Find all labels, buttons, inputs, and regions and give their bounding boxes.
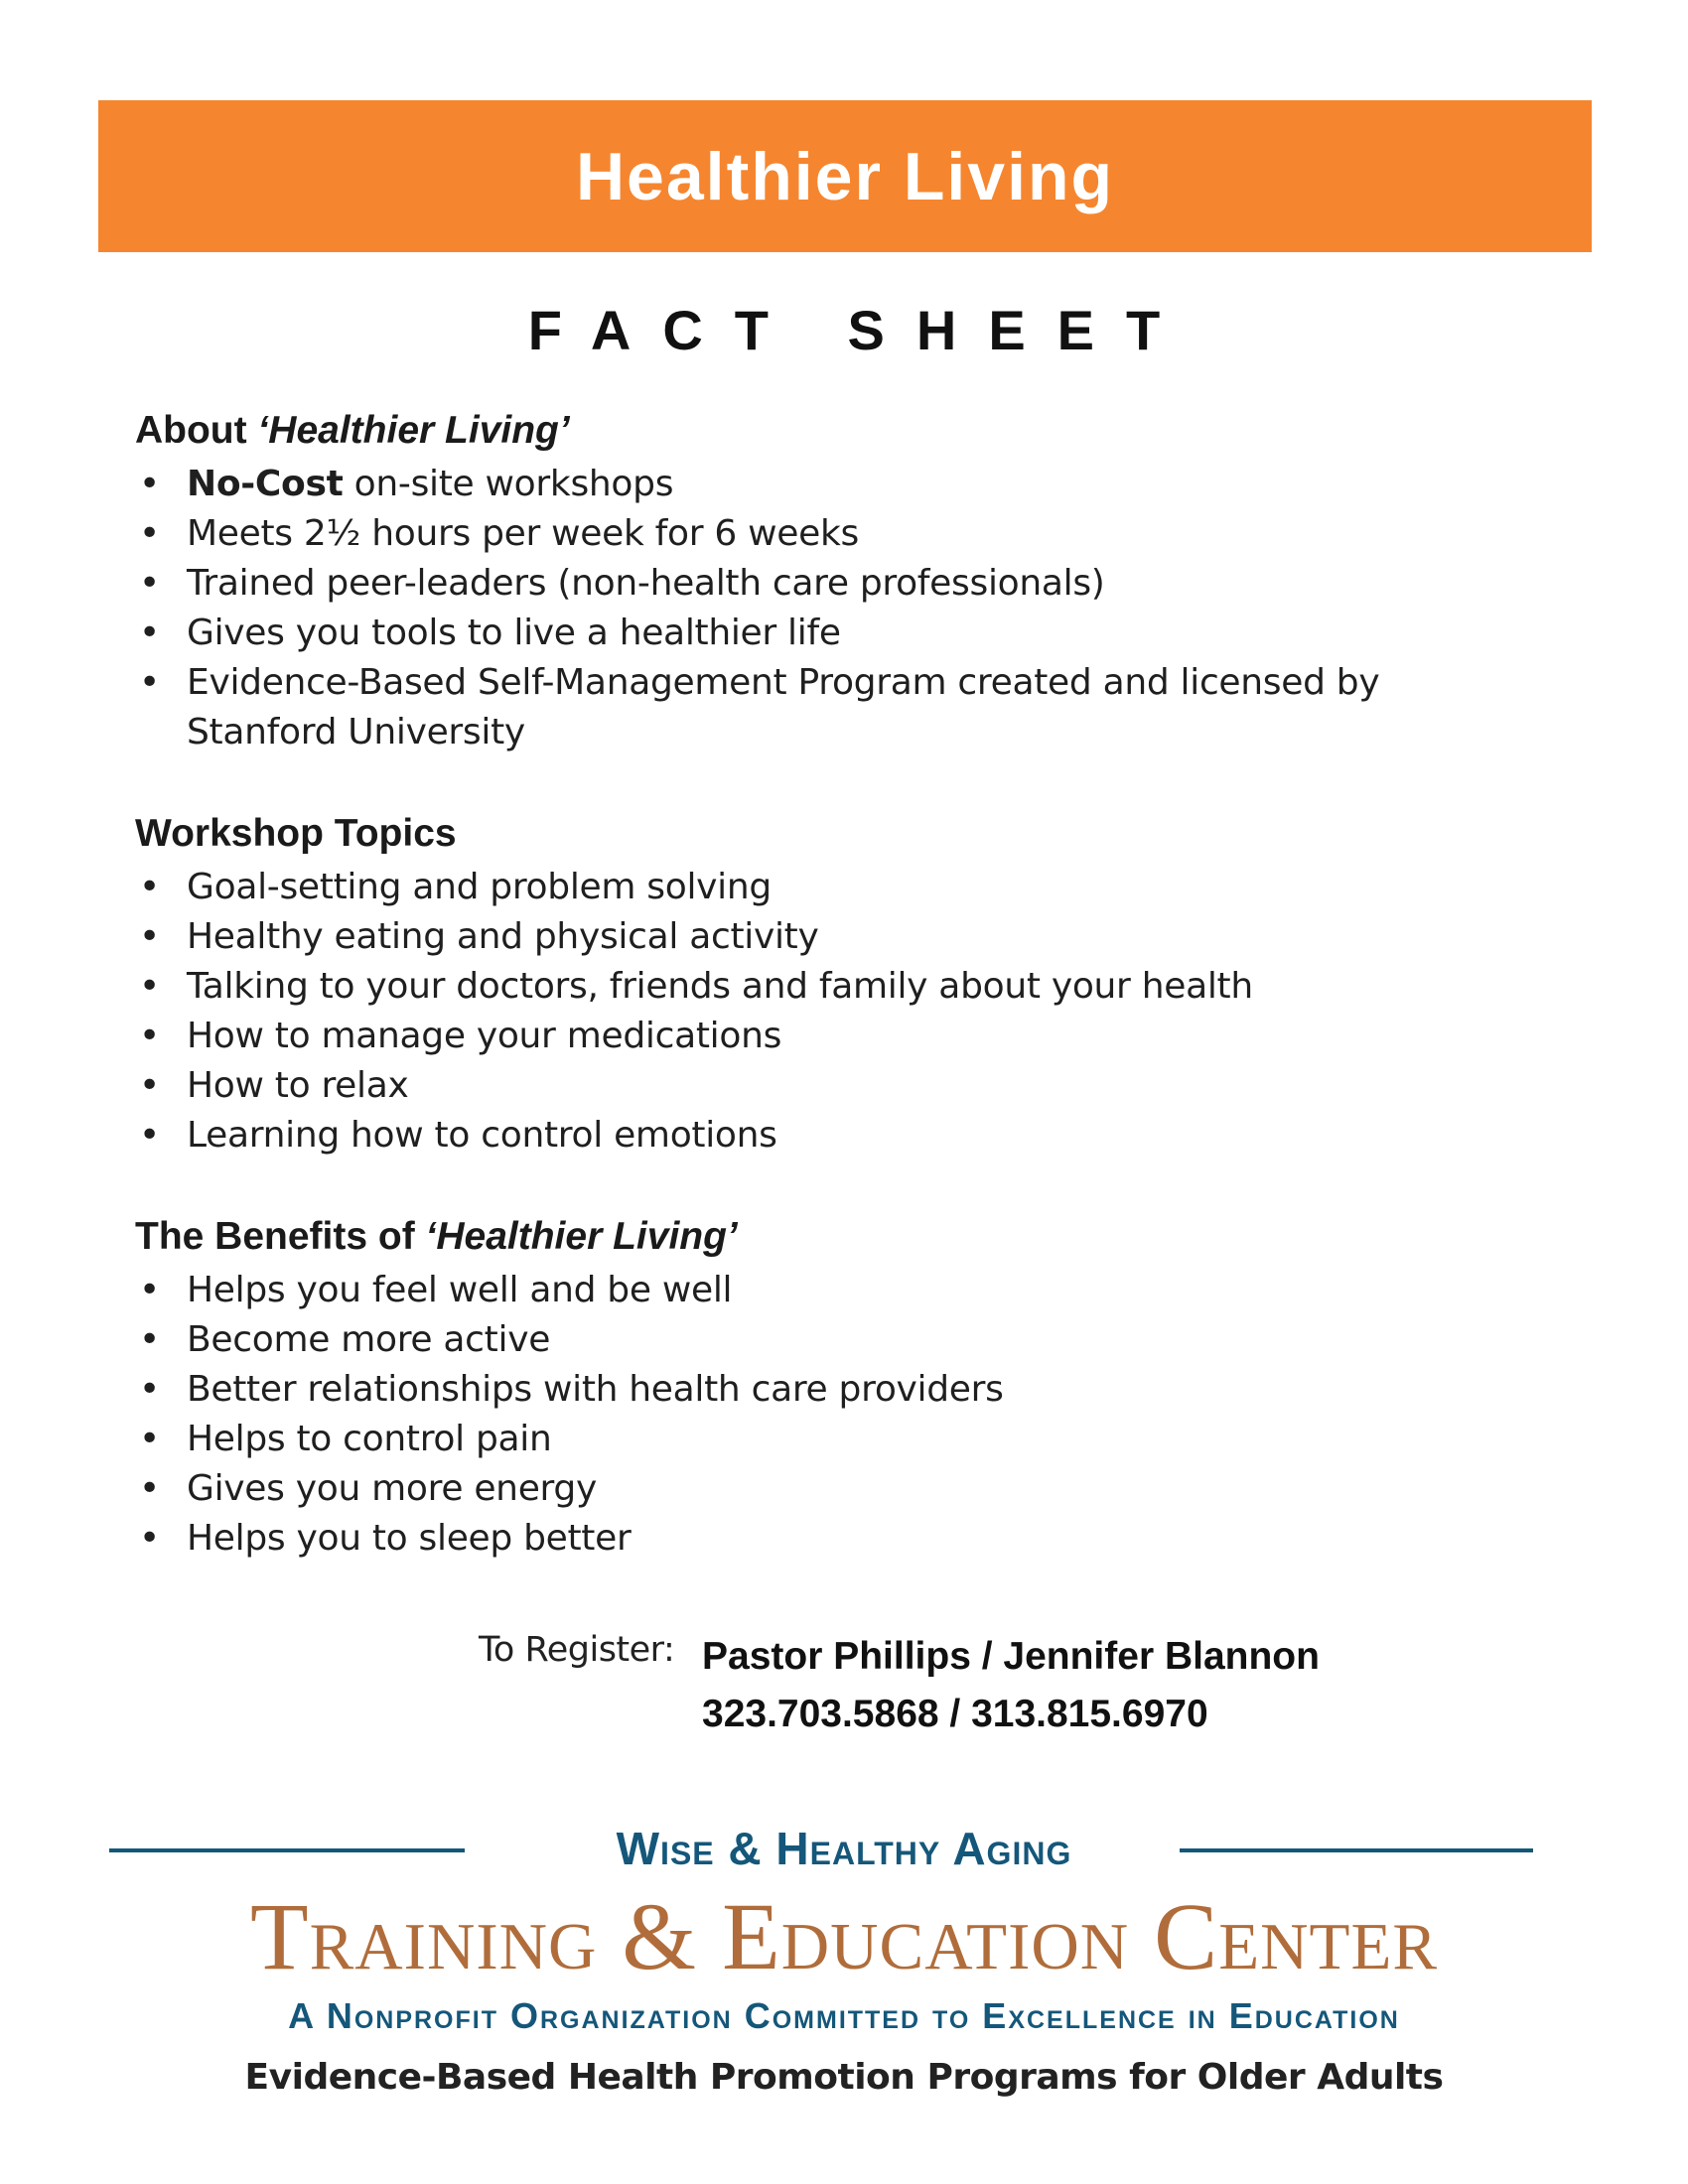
header-banner <box>98 100 1592 252</box>
benefits-list <box>135 1266 1426 1564</box>
list-item: • How to relax <box>135 1061 1426 1111</box>
list-item-text: Trained peer-leaders (non-health care professionals) <box>187 563 1105 604</box>
topics-section <box>135 805 1426 1160</box>
list-item-text: on-site workshops <box>343 464 674 504</box>
about-title-em: ‘Healthier Living’ <box>257 409 570 452</box>
fact-sheet-heading: FACT SHEET <box>527 299 1193 361</box>
about-title-prefix: About <box>135 409 247 452</box>
list-item: • Talking to your doctors, friends and family about your health <box>135 962 1426 1012</box>
register-label: To Register: <box>479 1630 675 1670</box>
list-item: • Helps to control pain <box>135 1415 1426 1464</box>
training-education-center-logo-text: Training & Education Center <box>249 1883 1439 1989</box>
list-item <box>135 559 1426 609</box>
list-item-text: Meets 2½ hours per week for 6 weeks <box>187 513 859 554</box>
topics-list <box>135 863 1426 1160</box>
about-section <box>135 402 1426 757</box>
list-item: • Learning how to control emotions <box>135 1111 1426 1160</box>
benefits-title-em: ‘Healthier Living’ <box>425 1215 738 1258</box>
list-item-text-continued: Stanford University <box>187 712 525 752</box>
list-item <box>135 609 1426 658</box>
benefits-section <box>135 1208 1426 1564</box>
list-item <box>135 509 1426 559</box>
about-title <box>135 402 1426 460</box>
banner-title: Healthier Living <box>575 138 1115 214</box>
list-item <box>135 658 1426 757</box>
list-item-bold: No-Cost <box>187 464 344 504</box>
topics-title: Workshop Topics <box>135 812 457 855</box>
programs-tagline: Evidence-Based Health Promotion Programs for Older Adults <box>244 2057 1444 2098</box>
list-item: • Helps you to sleep better <box>135 1514 1426 1564</box>
benefits-title-prefix: The Benefits of <box>135 1215 415 1258</box>
wise-healthy-aging-logo-text: Wise & Healthy Aging <box>616 1823 1072 1874</box>
list-item <box>135 460 1426 509</box>
list-item-text: Gives you tools to live a healthier life <box>187 613 841 653</box>
list-item: • How to manage your medications <box>135 1012 1426 1061</box>
list-item: • Goal-setting and problem solving <box>135 863 1426 912</box>
nonprofit-tagline: A Nonprofit Organization Committed to Excellence in Education <box>288 1995 1400 2036</box>
list-item: • Gives you more energy <box>135 1464 1426 1514</box>
list-item-text: Evidence-Based Self-Management Program created and licensed by <box>187 662 1380 703</box>
list-item: • Healthy eating and physical activity <box>135 912 1426 962</box>
list-item: • Helps you feel well and be well <box>135 1266 1426 1315</box>
register-names: Pastor Phillips / Jennifer Blannon <box>702 1635 1320 1678</box>
register-contact <box>702 1628 1320 1743</box>
list-item: • Better relationships with health care providers <box>135 1365 1426 1415</box>
register-phones: 323.703.5868 / 313.815.6970 <box>702 1693 1208 1735</box>
list-item: • Become more active <box>135 1315 1426 1365</box>
benefits-title <box>135 1208 1426 1266</box>
about-list <box>135 460 1426 757</box>
